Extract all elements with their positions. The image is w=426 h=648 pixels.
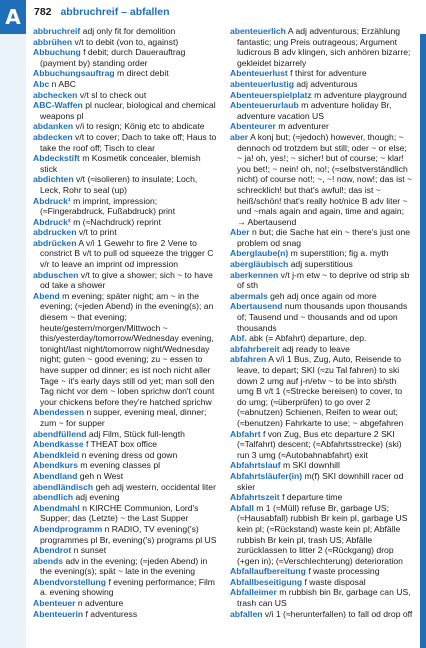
entry-headword: Abfall — [230, 502, 254, 513]
entry-definition: f debit; durch Dauerauftrag (payment by) standing order — [40, 47, 186, 68]
entry-headword: ABC-Waffen — [33, 100, 83, 111]
entry-definition: geh n West — [79, 470, 124, 481]
dictionary-entry — [33, 90, 217, 101]
entry-headword: Abendprogramm — [33, 523, 103, 534]
entry-headword: Abbuchung — [33, 47, 81, 58]
dictionary-entry — [33, 100, 217, 121]
entry-headword: abendländisch — [33, 481, 94, 492]
dictionary-entry — [230, 587, 414, 608]
entry-definition: m 1 (≈Müll) refuse Br, garbage US; (≈Hausabfall) rubbish Br kein pl, garbage US kein pl; (≈Rückstand) waste kein pl; Abfälle rubbish Br kein pl, trash US; Abfälle zurücklassen to litter 2 (≈Rückgang) drop (+gen in); (≈Verschlechterung) deterioration — [237, 502, 408, 566]
dictionary-entry — [230, 344, 414, 355]
entry-headword: Abenteuerspielplatz — [230, 89, 312, 100]
thumb-index-bar — [0, 34, 26, 648]
entry-definition: m SKI downhill — [283, 460, 340, 471]
entry-definition: f THEAT box office — [86, 439, 158, 450]
dictionary-entry — [33, 26, 217, 37]
dictionary-entry — [33, 598, 217, 609]
entry-headword: abermals — [230, 290, 268, 301]
entry-definition: m superstition; fig a. myth — [290, 248, 389, 259]
entry-definition: m direct debit — [117, 68, 169, 79]
right-column — [230, 26, 414, 619]
entry-definition: geh adj once again od more — [270, 290, 377, 301]
entry-definition: n ABC — [51, 78, 77, 89]
entry-definition: geh adj western, occidental liter — [95, 481, 216, 492]
dictionary-entry — [230, 90, 414, 101]
entry-headword: Abendvorstellung — [33, 576, 107, 587]
dictionary-entry — [33, 407, 217, 428]
dictionary-entry — [230, 26, 414, 68]
entry-definition: adj adventurous — [296, 78, 358, 89]
entry-headword: aber — [230, 131, 249, 142]
entry-headword: abenteuerlich — [230, 26, 286, 36]
dictionary-entry — [230, 429, 414, 461]
dictionary-entry — [230, 68, 414, 79]
entry-headword: Aber — [230, 227, 250, 238]
entry-headword: Abdruck² — [33, 216, 71, 227]
entry-definition: n but; die Sache hat ein ~ there's just one problem od snag — [237, 227, 411, 248]
entry-definition: m adventure playground — [314, 89, 407, 100]
entry-definition: f evening performance; Film a. evening showing — [40, 576, 215, 598]
entry-definition: m imprint, impression; (≈Fingerabdruck, Fußabdruck) print — [40, 195, 176, 217]
dictionary-entry — [230, 609, 414, 620]
page-number: 782 — [34, 6, 52, 18]
dictionary-entry — [33, 196, 217, 217]
dictionary-entry — [33, 439, 217, 450]
entry-headword: Abdruck¹ — [33, 195, 71, 206]
entry-definition: m Kosmetik concealer, blemish stick — [40, 153, 201, 174]
entry-headword: aberkennen — [230, 269, 279, 280]
dictionary-entry — [33, 291, 217, 408]
entry-headword: Abfahrtsläufer(in) — [230, 470, 303, 481]
entry-definition: v/i to resign; König etc to abdicate — [75, 121, 205, 132]
entry-headword: Aberglaube(n) — [230, 248, 289, 259]
entry-definition: v/t to cover; Dach to take off; Haus to take the roof off; Tisch to clear — [40, 131, 217, 153]
dictionary-entry — [33, 577, 217, 598]
entry-definition: v/t (≈isolieren) to insulate; Loch, Leck, Rohr to seal (up) — [40, 174, 198, 195]
dictionary-entry — [33, 238, 217, 270]
dictionary-entry — [33, 132, 217, 153]
dictionary-entry — [33, 429, 217, 440]
entry-headword: Abenteuerlust — [230, 68, 288, 79]
entry-definition: m adventure holiday Br, adventure vacation US — [237, 100, 392, 121]
entry-headword: Abendrot — [33, 545, 72, 556]
entry-headword: Abenteuer — [33, 598, 76, 609]
entry-headword: abdrücken — [33, 237, 77, 248]
entry-definition: n sunset — [73, 545, 107, 556]
left-column — [33, 26, 217, 619]
entry-definition: adj Film, Stück full-length — [88, 428, 185, 439]
entry-headword: Abfallbeseitigung — [230, 576, 303, 587]
dictionary-entry — [230, 291, 414, 302]
entry-headword: abends — [33, 555, 64, 566]
entry-headword: abfahrbereit — [230, 343, 280, 354]
dictionary-entry — [33, 227, 217, 238]
dictionary-entry — [230, 79, 414, 90]
entry-headword: abendlich — [33, 492, 74, 503]
letter-tab — [0, 0, 26, 34]
dictionary-entry — [33, 37, 217, 48]
dictionary-entry — [33, 545, 217, 556]
headword-range: abbruchreif – abfallen — [60, 6, 170, 18]
dictionary-entry — [230, 248, 414, 259]
dictionary-entry — [33, 609, 217, 620]
entry-headword: Abf. — [230, 333, 247, 344]
dictionary-entry — [33, 153, 217, 174]
entry-definition: f von Zug, Bus etc departure 2 SKI (≈Talfahrt) descent; (≈Abfahrtsstrecke) (ski) run 3 umg (≈Autobahnabfahrt) exit — [237, 428, 402, 460]
entry-headword: Abfahrtslauf — [230, 460, 281, 471]
dictionary-entry — [230, 132, 414, 227]
dictionary-entry — [33, 471, 217, 482]
entry-definition: num thousands upon thousands of; Tausend und ~ thousands and od upon thousands — [237, 301, 408, 333]
entry-definition: n KIRCHE Communion, Lord's Supper; das (Letzte) ~ the Last Supper — [40, 502, 199, 524]
entry-headword: Abendland — [33, 470, 78, 481]
dictionary-entry — [33, 47, 217, 68]
dictionary-entry — [33, 460, 217, 471]
entry-definition: abk (= Abfahrt) departure, dep. — [249, 333, 367, 344]
dictionary-entry — [230, 259, 414, 270]
entry-headword: Abendkasse — [33, 439, 84, 450]
entry-definition: m rubbish bin Br, garbage can US, trash can US — [237, 587, 411, 609]
dictionary-entry — [33, 503, 217, 524]
dictionary-entry — [230, 227, 414, 248]
entry-definition: f waste disposal — [304, 576, 366, 587]
entry-headword: Abdeckstift — [33, 153, 80, 164]
entry-definition: A adj adventurous; Erzählung fantastic; ung Preis outrageous; Argument ludicrous B adv klingen, sich anhören bizarre; gekleidet bizarrely — [237, 26, 411, 68]
entry-definition: v/t to give a shower; sich ~ to have od take a shower — [40, 269, 213, 291]
dictionary-entry — [230, 577, 414, 588]
entry-headword: Abenteurer — [230, 121, 276, 132]
dictionary-entry — [230, 100, 414, 121]
entry-definition: v/t sl to check out — [79, 89, 147, 100]
entry-definition: n RADIO, TV evening('s) programmes pl Br, evening('s) programs pl US — [40, 523, 217, 545]
entry-definition: adj superstitious — [290, 259, 353, 270]
entry-headword: abdecken — [33, 131, 73, 142]
dictionary-entry — [230, 503, 414, 567]
entry-definition: A v/i 1 Gewehr to fire 2 Vene to constrict B v/t to pull od squeeze the trigger C v/r to leave an imprint od impression — [40, 237, 214, 270]
entry-headword: abenteuerlustig — [230, 78, 294, 89]
entry-headword: Abertausend — [230, 301, 283, 312]
entry-definition: v/i 1 (≈herunterfallen) to fall od drop off — [264, 608, 413, 619]
entry-definition: f adventuress — [85, 608, 138, 619]
entry-headword: Abc — [33, 78, 50, 89]
entry-headword: abduschen — [33, 269, 79, 280]
entry-definition: adj ready to leave — [282, 343, 350, 354]
dictionary-entry — [230, 492, 414, 503]
entry-headword: Abenteuerurlaub — [230, 100, 299, 111]
entry-definition: pl nuclear, biological and chemical weapons pl — [40, 100, 216, 121]
section-letter: A — [5, 5, 21, 29]
entry-definition: v/t j-m etw ~ to deprive od strip sb of sth — [237, 269, 410, 291]
entry-definition: f waste processing — [308, 566, 380, 577]
entry-headword: abergläubisch — [230, 259, 289, 270]
entry-definition: n supper, evening meal, dinner; zum ~ for supper — [40, 407, 207, 428]
entry-headword: abfahren — [230, 354, 267, 365]
dictionary-entry — [33, 79, 217, 90]
entry-headword: Abbuchungsauftrag — [33, 68, 115, 79]
dictionary-entry — [230, 333, 414, 344]
entry-definition: f thirst for adventure — [290, 68, 367, 79]
page-header — [34, 6, 170, 18]
entry-definition: A v/i 1 Bus, Zug, Auto, Reisende to leave, to depart; SKI (≈zu Tal fahren) to ski down 2 umg auf j-n/etw ~ to be into sb/sth umg B v/t 1 (≈Strecke bereisen) to cover, to do umg; (≈überprüfen) to go over 2 (≈abnutzen) Schienen, Reifen to wear out; (≈benutzen) Fahrkarte to use; ~ abgefahren — [237, 354, 404, 428]
entry-definition: A konj but; (≈jedoch) however, though; ~ dennoch od trotzdem but still; oder ~ or else; ~ ja! oh, yes!; ~ sicher! but of course; ~ klar! you bet!; ~ nein! oh, no!; (≈selbstverständlich nicht) of course not!; ~, ~! now, now!; das ist ~ schrecklich! but that's awful!; das ist ~ heiß/schön! that's really hot/nice B adv liter ~ und ~mals again and again, time and again; → Abertausend — [237, 131, 413, 227]
entry-headword: abbruchreif — [33, 26, 81, 36]
entry-headword: Abfallaufbereitung — [230, 566, 306, 577]
dictionary-entry — [33, 217, 217, 228]
dictionary-entry — [230, 566, 414, 577]
dictionary-entry — [230, 354, 414, 428]
entry-headword: Abenteuerin — [33, 608, 84, 619]
entry-headword: Abendmahl — [33, 502, 80, 513]
entry-definition: m evening; später night; am ~ in the evening; (≈jeden Abend) in the evening(s); an diesem ~ that evening; heute/gestern/morgen/Mittwoch ~ this/yesterday/tomorrow/Wednesday evening, tonight/last night/tomorrow night/Wednesday night; guten ~ good evening; zu ~ essen to have supper od dinner; es ist noch nicht aller Tage ~ it's early days still od yet; man soll den Tag nicht vor dem ~ loben sprichw don't count your chickens before they're hatched sprichw — [40, 290, 215, 407]
dictionary-entry — [230, 460, 414, 471]
entry-definition: n adventure — [77, 598, 124, 609]
entry-headword: Abend — [33, 290, 60, 301]
dictionary-entry — [33, 68, 217, 79]
entry-headword: abdichten — [33, 174, 74, 185]
dictionary-entry — [230, 270, 414, 291]
dictionary-entry — [33, 524, 217, 545]
entry-definition: adj evening — [75, 492, 120, 503]
dictionary-entry — [33, 482, 217, 493]
entry-headword: Abendkurs — [33, 460, 78, 471]
entry-headword: abdanken — [33, 121, 74, 132]
dictionary-entry — [33, 174, 217, 195]
entry-definition: v/t to print — [78, 227, 117, 238]
dictionary-entry — [33, 492, 217, 503]
entry-definition: m adventurer — [278, 121, 329, 132]
right-edge-strip — [420, 34, 426, 648]
entry-definition: m evening classes pl — [80, 460, 161, 471]
entry-definition: m (≈Nachdruck) reprint — [73, 216, 161, 227]
entry-definition: m(f) SKI downhill racer od skier — [237, 470, 404, 492]
entry-headword: abbrühen — [33, 36, 73, 47]
entry-headword: Abfalleimer — [230, 587, 277, 598]
entry-headword: Abendkleid — [33, 449, 80, 460]
dictionary-entry — [230, 121, 414, 132]
dictionary-entry — [33, 270, 217, 291]
entry-headword: Abfahrtszeit — [230, 492, 280, 503]
entry-definition: adj only fit for demolition — [82, 26, 176, 36]
entry-definition: v/t to debit (von to, against) — [74, 36, 179, 47]
entry-definition: n evening dress od gown — [81, 449, 178, 460]
dictionary-entry — [33, 556, 217, 577]
entry-headword: abendfüllend — [33, 428, 87, 439]
entry-definition: adv in the evening; (≈jeden Abend) in the evening(s); spät ~ late in the evening — [40, 555, 208, 577]
entry-definition: f departure time — [282, 492, 343, 503]
dictionary-entry — [33, 450, 217, 461]
entry-headword: abchecken — [33, 89, 78, 100]
entry-headword: abdrucken — [33, 227, 77, 238]
dictionary-entry — [230, 301, 414, 333]
entry-headword: Abfahrt — [230, 428, 261, 439]
entry-headword: abfallen — [230, 608, 263, 619]
dictionary-entry — [33, 121, 217, 132]
dictionary-entry — [230, 471, 414, 492]
entry-headword: Abendessen — [33, 407, 85, 418]
